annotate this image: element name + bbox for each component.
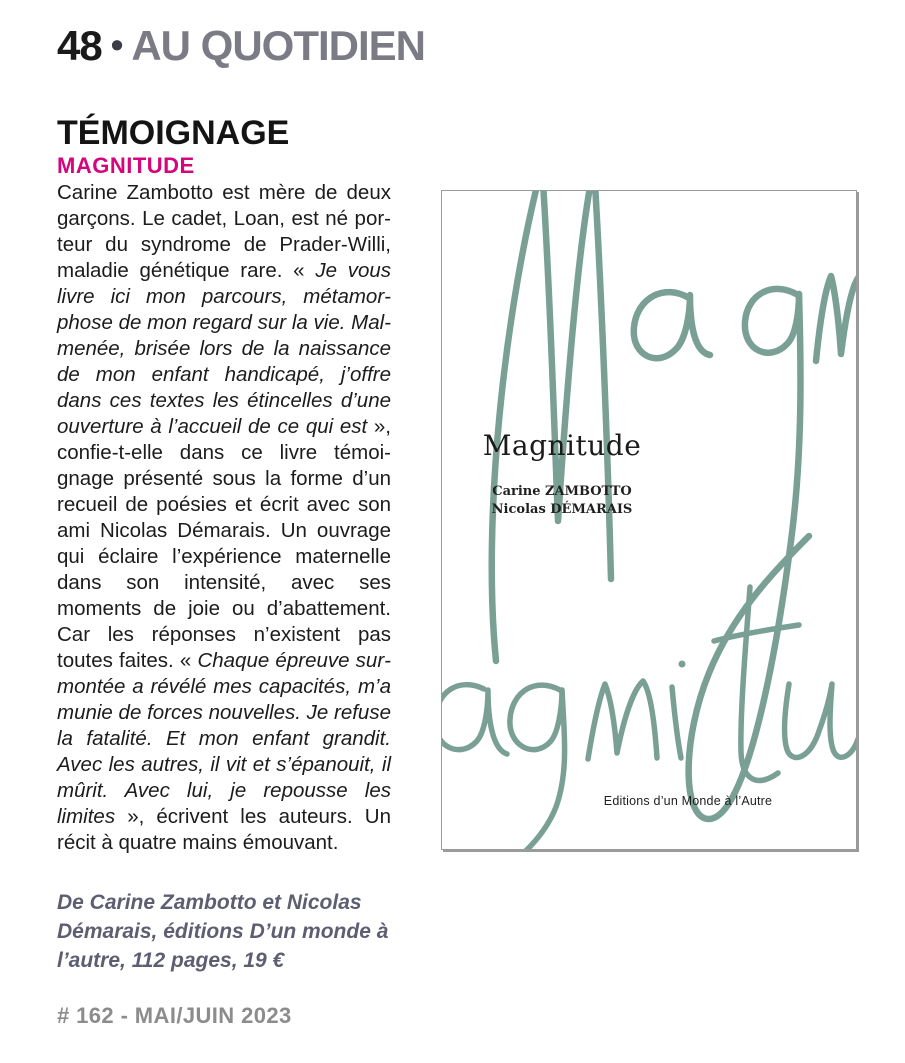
body-segment: Carine Zambotto est mère de deux garçons. Le cadet, Loan, est né porteur du syndrome de Prader-Willi, maladie génétique rare. «	[57, 181, 391, 282]
article-kicker: TÉMOIGNAGE	[57, 114, 290, 152]
book-credit: De Carine Zambotto et Nicolas Démarais, éditions D’un monde à l’autre, 112 pages, 19 €	[57, 891, 389, 972]
script-lettering	[442, 191, 856, 849]
header-bullet-icon: •	[110, 24, 123, 65]
book-author: Carine ZAMBOTTO	[492, 484, 632, 499]
book-cover	[441, 190, 857, 850]
page-header	[57, 22, 425, 70]
body-segment: », écrivent les auteurs. Un récit à quatre mains émouvant.	[57, 805, 391, 854]
article-body	[57, 180, 391, 856]
book-publisher: Editions d’un Monde à l’Autre	[603, 794, 773, 808]
book-author: Nicolas DÉMARAIS	[491, 502, 633, 517]
book-title: Magnitude	[482, 429, 642, 462]
page-footer: # 162 - MAI/JUIN 2023	[57, 1003, 292, 1028]
body-segment: », confie-t-elle dans ce livre témoignage présenté sous la forme d’un recueil de poésies et écrit avec son ami Nicolas Démarais. Un ouvrage qui éclaire l’expérience maternelle dans son intensité, avec ses moments de joie ou d’abattement. Car les réponses n’existent pas toutes faites. «	[57, 415, 392, 672]
body-segment-quote: Je vous livre ici mon parcours, métamorphose de mon regard sur la vie. Malmenée, brisée lors de la naissance de mon enfant handicapé, j’offre dans ces textes les étincelles d’une ouverture à l’accueil de ce qui est	[57, 259, 391, 438]
article-title: MAGNITUDE	[57, 153, 195, 178]
book-authors	[442, 483, 682, 519]
section-name: AU QUOTIDIEN	[131, 22, 425, 69]
page-number: 48	[57, 22, 102, 69]
body-segment-quote: Chaque épreuve surmontée a révélé mes capacités, m’a munie de forces nouvelles. Je refuse la fatalité. Et mon enfant grandit. Avec les autres, il vit et s’épanouit, il mûrit. Avec lui, je repousse les limites	[57, 649, 391, 828]
script-word-agnitu	[442, 587, 856, 849]
